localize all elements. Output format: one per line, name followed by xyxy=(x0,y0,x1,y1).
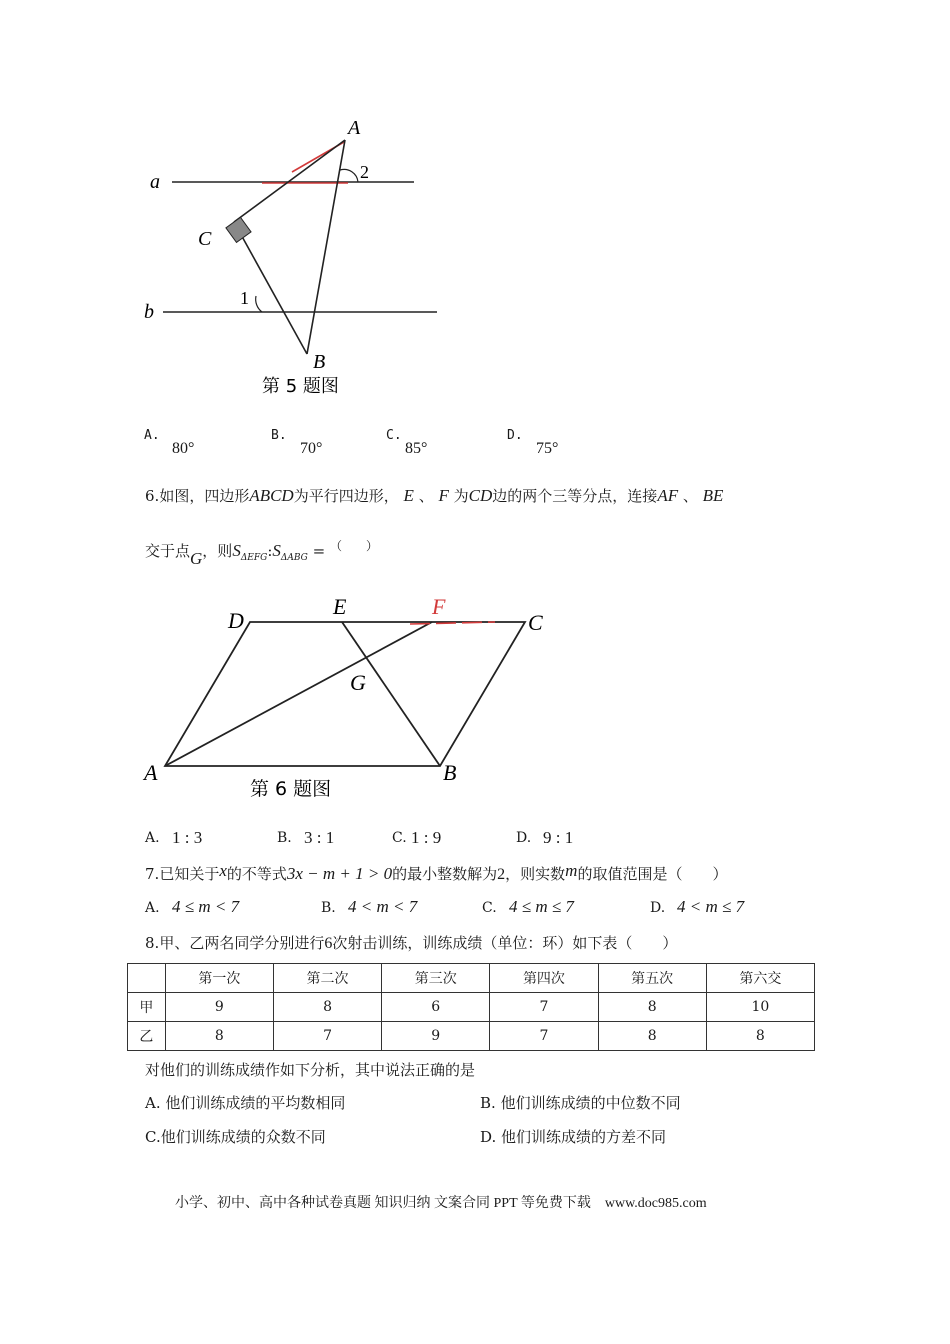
q6-sep1: 、 xyxy=(418,487,434,505)
label-A: A xyxy=(144,760,158,785)
q6-stem-line2 xyxy=(145,539,378,568)
q8-option-a-letter: A. xyxy=(145,1094,161,1112)
q6-G: G xyxy=(190,549,203,568)
q8-option-a xyxy=(145,1092,345,1113)
q8-six: 6 xyxy=(324,935,333,952)
q6-abcd: ABCD xyxy=(249,486,294,505)
q6-text4: 边的两个三等分点，连接 xyxy=(492,487,658,505)
q5-caption: 第 5 题图 xyxy=(262,376,339,397)
q8-option-b xyxy=(480,1092,681,1113)
label-angle-1: 1 xyxy=(240,288,249,308)
q8-analysis: 对他们的训练成绩作如下分析，其中说法正确的是 xyxy=(145,1061,476,1079)
q6-BE: BE xyxy=(702,486,724,505)
table-cell: 8 xyxy=(598,1022,706,1051)
q5-option-c-value: 85° xyxy=(405,440,428,457)
q6-S1: S xyxy=(232,541,241,560)
table-cell: 7 xyxy=(273,1022,381,1051)
q6-F: F xyxy=(438,486,449,505)
label-E: E xyxy=(333,595,347,619)
q5-option-b-value: 70° xyxy=(300,440,323,457)
q6-option-c-value: 1 : 9 xyxy=(411,828,442,847)
label-D: D xyxy=(228,608,244,633)
label-A: A xyxy=(348,117,361,139)
page-footer: 小学、初中、高中各种试卷真题 知识归纳 文案合同 PPT 等免费下载 www.doc985.com xyxy=(175,1196,707,1211)
q7-text5: 的取值范围是（ ） xyxy=(577,865,728,883)
label-F: F xyxy=(432,595,446,619)
table-header-cell: 第二次 xyxy=(273,964,381,993)
q8-option-c-letter: C. xyxy=(145,1128,161,1146)
q5-option-b-letter: B. xyxy=(271,428,287,443)
angle-2-arc xyxy=(340,169,358,182)
q7-number: 7. xyxy=(145,865,160,883)
q6-eq: = xyxy=(307,542,330,560)
table-row xyxy=(128,993,815,1022)
q6-option-c-letter: C. xyxy=(392,830,407,846)
label-b: b xyxy=(144,301,154,323)
q6-caption: 第 6 题图 xyxy=(250,778,332,800)
q7-option-a-letter: A. xyxy=(145,900,160,916)
q6-text6: ，则 xyxy=(202,542,233,560)
table-cell: 8 xyxy=(273,993,381,1022)
label-G: G xyxy=(350,670,366,695)
label-C: C xyxy=(198,228,212,250)
parallelogram-abcd xyxy=(165,622,525,766)
q6-option-b-value: 3 : 1 xyxy=(304,828,335,847)
table-header-cell: 第一次 xyxy=(165,964,273,993)
table-cell: 9 xyxy=(382,1022,490,1051)
q7-text4: ，则实数 xyxy=(505,865,566,883)
q6-option-d-letter: D. xyxy=(516,830,532,846)
table-cell: 10 xyxy=(706,993,814,1022)
table-cell: 8 xyxy=(598,993,706,1022)
q6-sep2: 、 xyxy=(682,487,698,505)
segment-ca xyxy=(234,140,345,222)
right-angle-mark xyxy=(226,217,251,242)
table-header-cell: 第四次 xyxy=(490,964,598,993)
q6-text3: 为 xyxy=(453,487,469,505)
q7-text1: 已知关于 xyxy=(159,865,220,883)
table-cell: 乙 xyxy=(128,1022,166,1051)
q6-option-d-value: 9 : 1 xyxy=(543,828,574,847)
q8-option-d-letter: D. xyxy=(480,1128,497,1146)
q6-S2: S xyxy=(272,541,281,560)
q5-figure xyxy=(130,110,450,400)
q6-sub2: ΔABG xyxy=(280,553,308,563)
table-cell: 7 xyxy=(490,1022,598,1051)
table-cell: 7 xyxy=(490,993,598,1022)
table-cell: 8 xyxy=(165,1022,273,1051)
label-a: a xyxy=(150,171,160,193)
q8-option-a-text: 他们训练成绩的平均数相同 xyxy=(165,1094,346,1112)
q8-number: 8. xyxy=(145,934,160,952)
q6-E: E xyxy=(403,486,414,505)
table-header-row xyxy=(128,964,815,993)
table-cell: 甲 xyxy=(128,993,166,1022)
q7-text3: 的最小整数解为 xyxy=(392,865,498,883)
scores-table xyxy=(127,963,815,1051)
q7-option-c-letter: C. xyxy=(482,900,497,916)
q8-text1: 甲、乙两名同学分别进行 xyxy=(159,934,325,952)
q7-m: m xyxy=(565,861,578,880)
q6-number: 6. xyxy=(145,487,160,505)
table-header-cell: 第三次 xyxy=(382,964,490,993)
table-header-cell: 第六交 xyxy=(706,964,814,993)
table-cell: 6 xyxy=(382,993,490,1022)
q5-option-a-letter: A. xyxy=(144,428,160,443)
q7-ineq: 3x − m + 1 > 0 xyxy=(286,864,393,883)
q7-x: x xyxy=(219,861,227,880)
label-B: B xyxy=(443,760,457,785)
q6-paren: （ ） xyxy=(329,539,378,553)
q6-option-a-value: 1 : 3 xyxy=(172,828,203,847)
table-cell: 9 xyxy=(165,993,273,1022)
q6-stem-line1 xyxy=(145,485,723,506)
q7-option-b-letter: B. xyxy=(321,900,336,916)
q6-text1: 如图，四边形 xyxy=(159,487,250,505)
q5-option-c-letter: C. xyxy=(386,428,402,443)
q6-CD: CD xyxy=(468,486,493,505)
q6-sub1: ΔEFG xyxy=(240,553,268,563)
table-header-cell: 第五次 xyxy=(598,964,706,993)
q5-option-d-value: 75° xyxy=(536,440,559,457)
segment-ab xyxy=(307,140,345,354)
q6-text5: 交于点 xyxy=(145,542,191,560)
angle-1-arc xyxy=(256,296,262,312)
q7-option-b-value: 4 < m < 7 xyxy=(348,897,418,916)
table-header-cell xyxy=(128,964,166,993)
table-cell: 8 xyxy=(706,1022,814,1051)
q6-option-a-letter: A. xyxy=(145,830,160,846)
q8-stem xyxy=(145,932,677,953)
q6-AF: AF xyxy=(657,486,679,505)
q7-two: 2 xyxy=(497,866,506,883)
q6-text2: 为平行四边形， xyxy=(293,487,399,505)
q5-option-a-value: 80° xyxy=(172,440,195,457)
q8-option-c-text: 他们训练成绩的众数不同 xyxy=(160,1128,326,1146)
q7-option-c-value: 4 ≤ m ≤ 7 xyxy=(509,897,574,916)
q7-option-d-letter: D. xyxy=(650,900,666,916)
label-B: B xyxy=(313,351,326,373)
q7-option-a-value: 4 ≤ m < 7 xyxy=(172,897,240,916)
q7-text2: 的不等式 xyxy=(226,865,287,883)
q5-option-d-letter: D. xyxy=(507,428,523,443)
q8-option-d-text: 他们训练成绩的方差不同 xyxy=(501,1128,667,1146)
q8-option-b-text: 他们训练成绩的中位数不同 xyxy=(500,1094,681,1112)
q8-option-b-letter: B. xyxy=(480,1094,496,1112)
q8-option-c xyxy=(145,1126,326,1147)
q6-figure xyxy=(140,595,560,805)
q8-option-d xyxy=(480,1126,666,1147)
q6-option-b-letter: B. xyxy=(277,830,292,846)
label-angle-2: 2 xyxy=(360,162,369,182)
q7-stem xyxy=(145,863,727,884)
q7-option-d-value: 4 < m ≤ 7 xyxy=(677,897,745,916)
label-C: C xyxy=(528,610,543,635)
q6-colon: : xyxy=(267,542,273,560)
q8-text2: 次射击训练，训练成绩（单位：环）如下表（ ） xyxy=(332,934,678,952)
table-row xyxy=(128,1022,815,1051)
